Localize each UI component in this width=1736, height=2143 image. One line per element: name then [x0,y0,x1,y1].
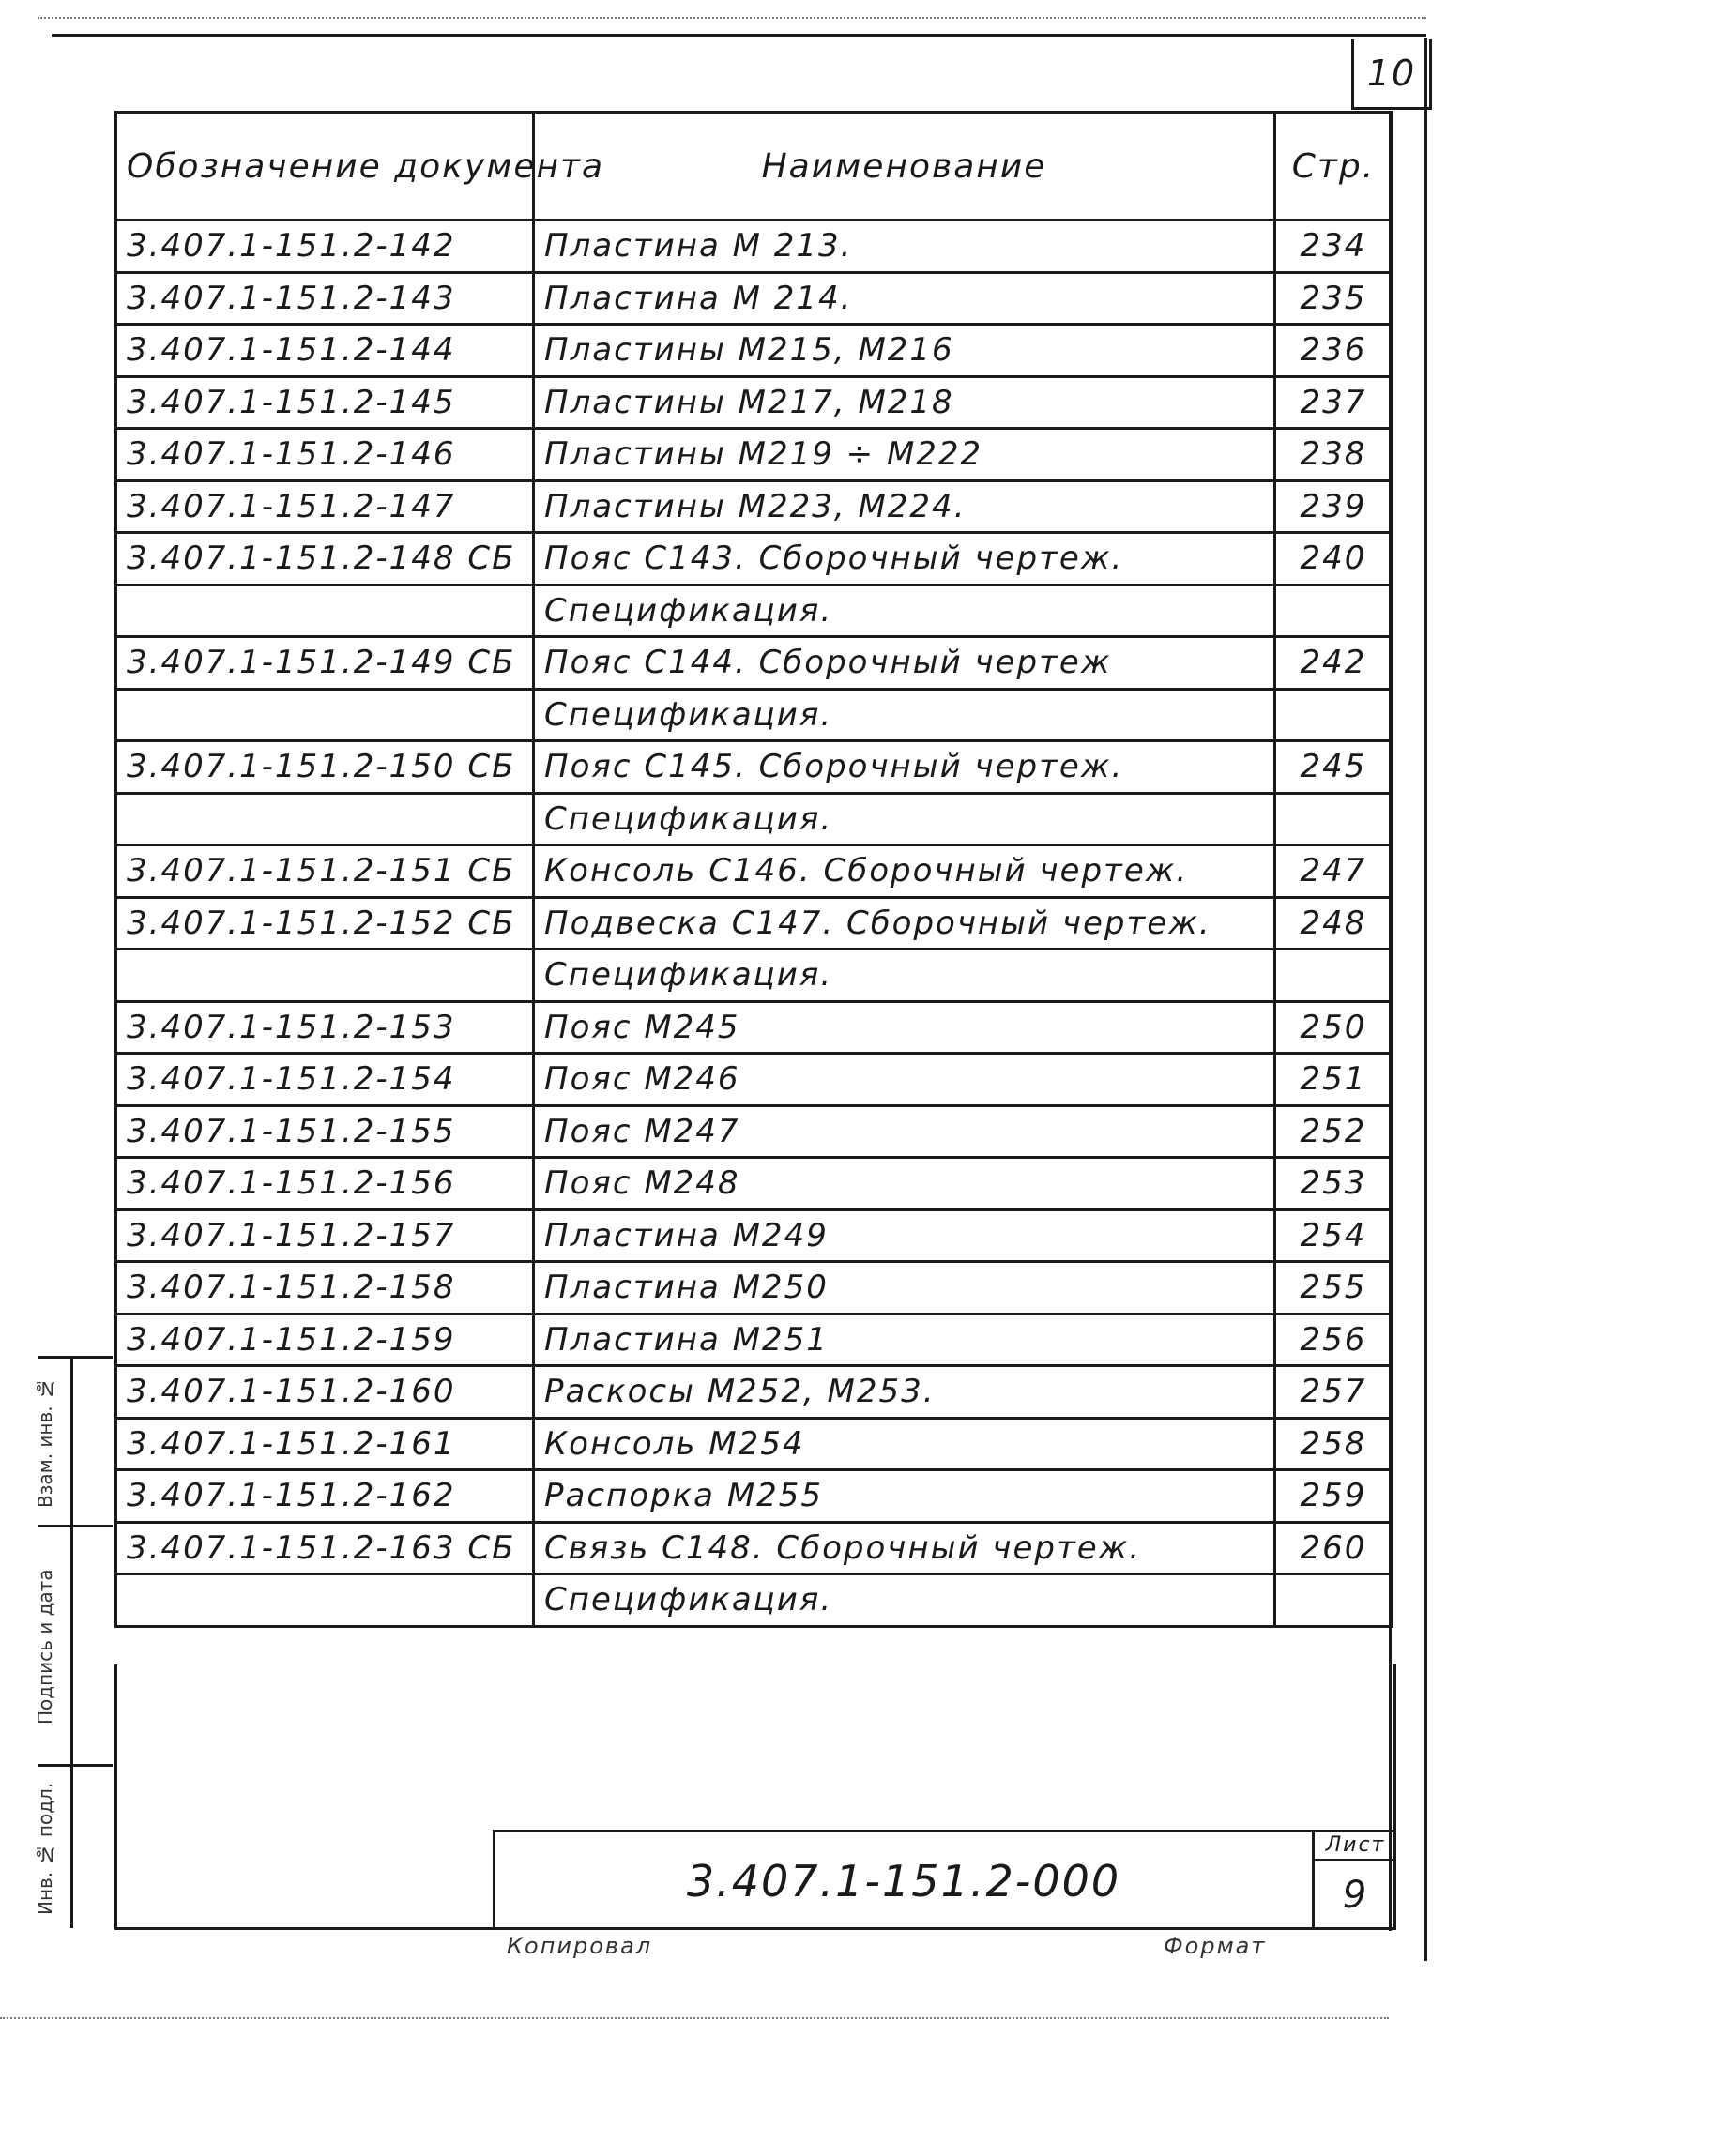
cell-name: Пластины М219 ÷ М222 [534,429,1275,481]
cell-page: 252 [1275,1105,1393,1158]
table-row [116,845,1393,898]
cell-code: 3.407.1-151.2-160 [116,1366,534,1419]
table-row [116,220,1393,273]
left-margin-border [70,1356,73,1928]
cell-code [116,585,534,637]
cell-page: 258 [1275,1418,1393,1470]
cell-code [116,793,534,845]
side-stamp-replaced-inv: Взам. инв. № [34,1377,56,1508]
cell-code [116,689,534,741]
cell-name: Связь С148. Сборочный чертеж. [534,1522,1275,1574]
table-row [116,897,1393,950]
cell-page: 260 [1275,1522,1393,1574]
table-row [116,793,1393,845]
cell-name: Раскосы М252, М253. [534,1366,1275,1419]
cell-code: 3.407.1-151.2-162 [116,1470,534,1523]
cell-code: 3.407.1-151.2-153 [116,1001,534,1054]
table-row [116,1105,1393,1158]
cell-page: 238 [1275,429,1393,481]
cell-page: 239 [1275,480,1393,533]
table-row [116,376,1393,429]
sheet-box [1312,1832,1396,1930]
cell-code: 3.407.1-151.2-150 СБ [116,741,534,794]
document-index-table [114,111,1393,1628]
side-stamp-divider-3 [38,1764,113,1767]
cell-page: 242 [1275,637,1393,690]
table-row [116,1054,1393,1106]
cell-name: Пояс С144. Сборочный чертеж [534,637,1275,690]
cell-page: 247 [1275,845,1393,898]
cell-code: 3.407.1-151.2-156 [116,1158,534,1210]
cell-page [1275,1574,1393,1627]
cell-name: Пластина М250 [534,1262,1275,1315]
cell-name: Пластина М249 [534,1209,1275,1262]
cell-code: 3.407.1-151.2-163 СБ [116,1522,534,1574]
table-header-row [116,113,1393,220]
cell-code: 3.407.1-151.2-148 СБ [116,533,534,585]
cell-name: Пояс С145. Сборочный чертеж. [534,741,1275,794]
side-stamp-sign-date: Подпись и дата [34,1569,56,1725]
table-row [116,1209,1393,1262]
footer-format: Формат [1164,1933,1267,1959]
cell-page: 250 [1275,1001,1393,1054]
cell-name: Спецификация. [534,793,1275,845]
header-name: Наименование [534,113,1275,220]
cell-code: 3.407.1-151.2-157 [116,1209,534,1262]
table-row [116,1262,1393,1315]
header-page: Стр. [1275,113,1393,220]
table-row [116,1418,1393,1470]
cell-page [1275,585,1393,637]
table-row [116,689,1393,741]
cell-page: 259 [1275,1470,1393,1523]
table-row [116,325,1393,377]
cell-name: Подвеска С147. Сборочный чертеж. [534,897,1275,950]
cell-name: Пластины М217, М218 [534,376,1275,429]
table-row [116,1366,1393,1419]
header-code: Обозначение документа [116,113,534,220]
cell-name: Пояс С143. Сборочный чертеж. [534,533,1275,585]
cell-name: Пластина М 213. [534,220,1275,273]
cell-name: Пластины М215, М216 [534,325,1275,377]
cell-code: 3.407.1-151.2-144 [116,325,534,377]
sheet-label: Лист [1315,1832,1396,1861]
table-row [116,585,1393,637]
cell-name: Пояс М248 [534,1158,1275,1210]
table-row [116,533,1393,585]
sheet-number: 9 [1342,1874,1369,1917]
cell-code: 3.407.1-151.2-149 СБ [116,637,534,690]
table-row [116,1314,1393,1366]
cell-name: Пояс М245 [534,1001,1275,1054]
cell-code [116,1574,534,1627]
cell-page: 236 [1275,325,1393,377]
table-row [116,1522,1393,1574]
table-body [116,220,1393,1627]
cell-name: Пластина М 214. [534,272,1275,325]
side-stamp-divider-1 [38,1356,113,1359]
top-border-line [52,34,1426,37]
table-row [116,1574,1393,1627]
cell-name: Спецификация. [534,1574,1275,1627]
table-row [116,1470,1393,1523]
cell-page [1275,950,1393,1002]
cell-code: 3.407.1-151.2-159 [116,1314,534,1366]
top-border-dotted [38,17,1426,19]
table-row [116,950,1393,1002]
cell-code: 3.407.1-151.2-145 [116,376,534,429]
table-row [116,637,1393,690]
cell-name: Пояс М247 [534,1105,1275,1158]
table-row [116,741,1393,794]
cell-code: 3.407.1-151.2-158 [116,1262,534,1315]
cell-name: Консоль С146. Сборочный чертеж. [534,845,1275,898]
cell-code: 3.407.1-151.2-146 [116,429,534,481]
cell-page: 240 [1275,533,1393,585]
cell-code: 3.407.1-151.2-143 [116,272,534,325]
side-stamp-divider-2 [38,1525,113,1527]
cell-code: 3.407.1-151.2-147 [116,480,534,533]
cell-page [1275,793,1393,845]
cell-code: 3.407.1-151.2-161 [116,1418,534,1470]
cell-name: Пластины М223, М224. [534,480,1275,533]
cell-code [116,950,534,1002]
footer-copied: Копировал [507,1933,653,1959]
table-row [116,429,1393,481]
cell-name: Спецификация. [534,950,1275,1002]
cell-code: 3.407.1-151.2-151 СБ [116,845,534,898]
cell-page: 254 [1275,1209,1393,1262]
table-row [116,272,1393,325]
title-document-code: 3.407.1-151.2-000 [686,1856,1121,1907]
cell-name: Спецификация. [534,585,1275,637]
cell-page: 235 [1275,272,1393,325]
cell-code: 3.407.1-151.2-155 [116,1105,534,1158]
bottom-border-dotted [0,2017,1389,2019]
cell-page: 251 [1275,1054,1393,1106]
table-row [116,1001,1393,1054]
page-number: 10 [1351,39,1432,110]
cell-page: 237 [1275,376,1393,429]
cell-page: 245 [1275,741,1393,794]
cell-name: Пластина М251 [534,1314,1275,1366]
cell-page: 257 [1275,1366,1393,1419]
right-outer-border [1424,38,1427,1961]
cell-name: Распорка М255 [534,1470,1275,1523]
table-row [116,480,1393,533]
cell-code: 3.407.1-151.2-154 [116,1054,534,1106]
cell-name: Консоль М254 [534,1418,1275,1470]
side-stamp-inv-no: Инв. № подл. [34,1782,56,1915]
cell-page: 255 [1275,1262,1393,1315]
cell-page: 256 [1275,1314,1393,1366]
title-block [493,1830,1393,1930]
table-row [116,1158,1393,1210]
cell-code: 3.407.1-151.2-152 СБ [116,897,534,950]
cell-page [1275,689,1393,741]
cell-name: Спецификация. [534,689,1275,741]
cell-name: Пояс М246 [534,1054,1275,1106]
cell-page: 234 [1275,220,1393,273]
cell-page: 253 [1275,1158,1393,1210]
cell-code: 3.407.1-151.2-142 [116,220,534,273]
cell-page: 248 [1275,897,1393,950]
